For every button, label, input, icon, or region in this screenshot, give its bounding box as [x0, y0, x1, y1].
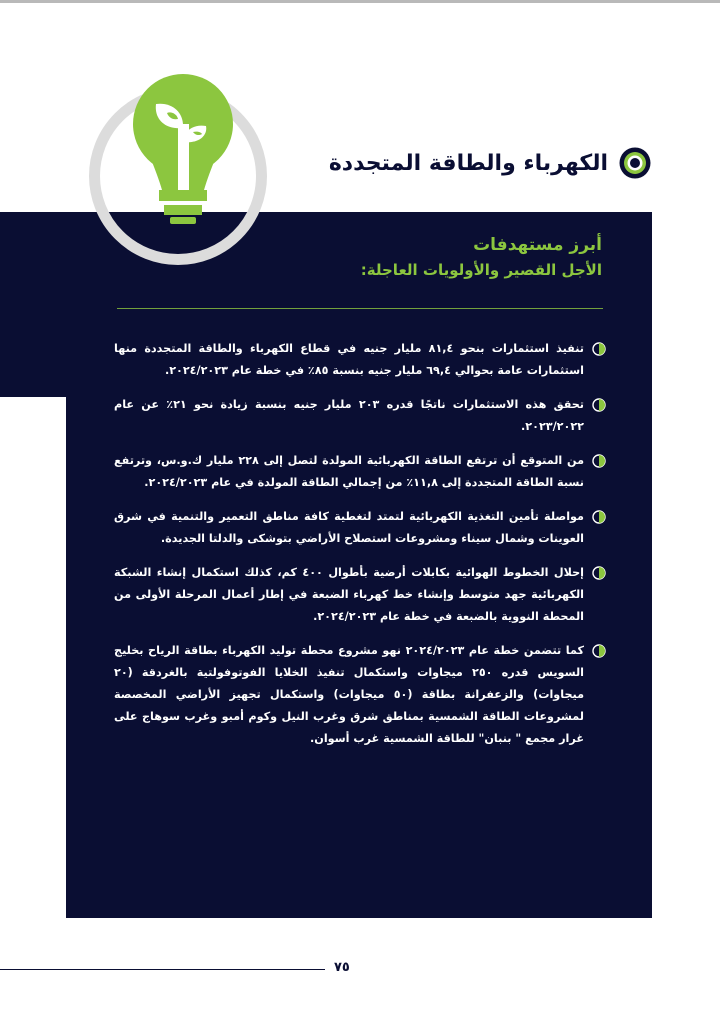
- half-circle-bullet-icon: [592, 342, 606, 356]
- list-item: [114, 338, 606, 382]
- list-item: [114, 450, 606, 494]
- half-circle-bullet-icon: [592, 510, 606, 524]
- list-item: [114, 562, 606, 628]
- top-rule: [0, 0, 720, 3]
- half-circle-bullet-icon: [592, 566, 606, 580]
- list-item: [114, 640, 606, 750]
- heading-divider: [117, 308, 603, 309]
- heading-line-2: الأجل القصير والأولويات العاجلة:: [360, 261, 602, 279]
- target-ring-icon: [618, 146, 652, 180]
- half-circle-bullet-icon: [592, 644, 606, 658]
- page-number: ٧٥: [334, 960, 350, 975]
- list-item-text: تنفيذ استثمارات بنحو ٨١,٤ مليار جنيه في قطاع الكهرباء والطاقة المتجددة منها استثمارات عامة بحوالي ٦٩,٤ مليار جنيه بنسبة ٨٥٪ في خطة عام ٢٠٢٤/٢٠٢٣.: [114, 342, 584, 377]
- section-title: الكهرباء والطاقة المتجددة: [328, 150, 608, 176]
- lightbulb-plant-icon: [126, 72, 240, 228]
- list-item-text: مواصلة تأمين التغذية الكهربائية لتمتد لتغطية كافة مناطق التعمير والتنمية في شرق العوينات وشمال سيناء ومشروعات استصلاح الأراضي بتوشكى والدلتا الجديدة.: [114, 510, 584, 545]
- half-circle-bullet-icon: [592, 398, 606, 412]
- targets-list: [114, 338, 606, 750]
- targets-heading: [182, 232, 602, 282]
- half-circle-bullet-icon: [592, 454, 606, 468]
- heading-line-1: أبرز مستهدفات: [473, 235, 602, 255]
- list-item-text: كما تتضمن خطة عام ٢٠٢٤/٢٠٢٣ نهو مشروع محطة توليد الكهرباء بطاقة الرياح بخليج السويس قدره ٢٥٠ ميجاوات واستكمال تنفيذ الخلايا الفوتوفولتية بالغردقة (٢٠ ميجاوات) والزعفرانة بطاقة (٥٠ ميجاوات) واستكمال تجهيز الأراضي المخصصة لمشروعات الطاقة الشمسية بمناطق شرق وغرب النيل وكوم أمبو وغرب سوهاج على غرار مجمع " بنبان" للطاقة الشمسية غرب أسوان.: [114, 644, 585, 745]
- list-item-text: تحقق هذه الاستثمارات ناتجًا قدره ٢٠٣ مليار جنيه بنسبة زيادة نحو ٢١٪ عن عام ٢٠٢٣/٢٠٢٢.: [114, 398, 585, 433]
- list-item: [114, 394, 606, 438]
- list-item-text: من المتوقع أن ترتفع الطاقة الكهربائية المولدة لتصل إلى ٢٢٨ مليار ك.و.س، وترتفع نسبة الطاقة المتجددة إلى ١١,٨٪ من إجمالي الطاقة المولدة في عام ٢٠٢٤/٢٠٢٣.: [114, 454, 585, 489]
- footer-rule: [0, 969, 325, 970]
- list-item-text: إحلال الخطوط الهوائية بكابلات أرضية بأطوال ٤٠٠ كم، كذلك استكمال إنشاء الشبكة الكهربائية جهد متوسط وإنشاء خط كهرباء الضبعة في إطار أعمال المرحلة الأولى من المحطة النووية بالضبعة في خطة عام ٢٠٢٤/٢٠٢٣.: [114, 566, 584, 623]
- list-item: [114, 506, 606, 550]
- panel-notch: [0, 397, 66, 918]
- section-title-row: [329, 143, 652, 183]
